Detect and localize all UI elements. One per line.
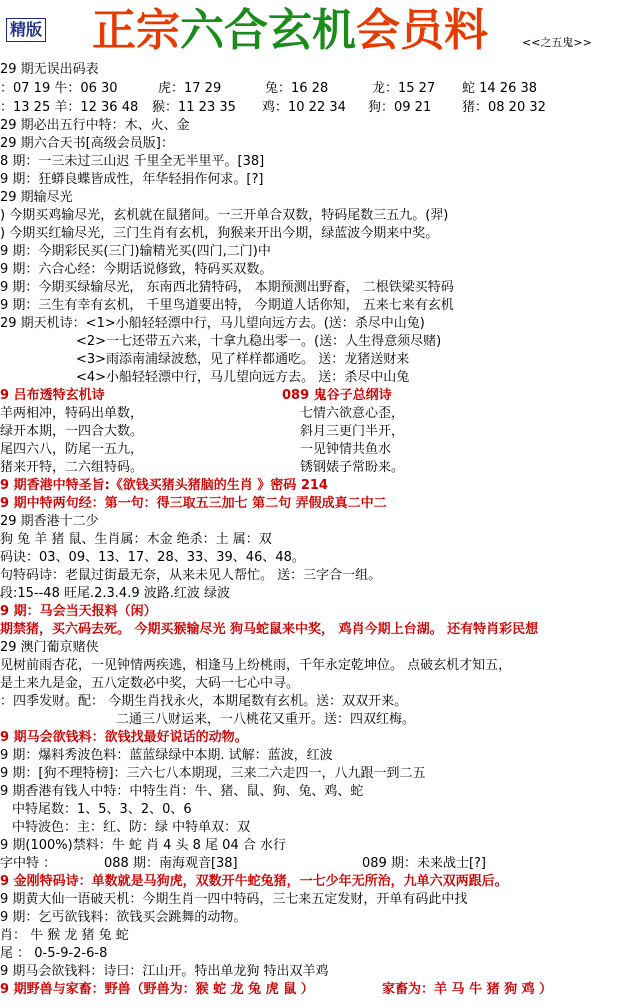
text-segment: 虎：17 29 (158, 81, 222, 96)
text-segment: 期禁猪，买六码去死。 今期买猴输尽光 狗马蛇鼠来中奖， 鸡肖今期上台湖。 还有特肖彩民想 (0, 622, 539, 637)
text-segment: ) 今期买红输尽光，三门生肖有玄机，狗猴来开出今期，绿蓝波今期来中奖。 (0, 226, 439, 241)
text-line (0, 262, 621, 278)
text-segment: 9 期野兽与家畜：野兽（野兽为：猴 蛇 龙 兔 虎 鼠 ） (0, 982, 314, 997)
text-segment: 9 期(100%)禁料：牛 蛇 肖 4 头 8 尾 04 合 水行 (0, 838, 286, 853)
text-segment: 斜月三更门半开， (300, 424, 405, 439)
text-line (0, 694, 621, 710)
text-segment: ：13 25 羊：12 36 48 (0, 100, 139, 115)
text-segment: ：07 19 牛：06 30 (0, 81, 118, 96)
text-segment: 龙：15 27 (372, 81, 436, 96)
text-line (0, 388, 621, 404)
text-segment: <3>雨添南浦绿波愁，见了样样都通吃。 送：龙猪送财来 (76, 352, 410, 367)
text-segment: 9 期：狂蟒良蝶皆成性，年华轻捐作何求。[?] (0, 172, 264, 187)
title-char: 合 (224, 5, 268, 56)
text-segment: 羊两相冲，特码出单数， (0, 406, 144, 421)
text-line (0, 946, 621, 962)
text-segment: 9 期：爆料秀波色料：蓝蓝绿绿中本期. 试解：蓝波，红波 (0, 748, 333, 763)
text-segment: 猪来开特，二六组特码。 (0, 460, 144, 475)
text-line (0, 316, 621, 332)
text-segment: 9 期黄大仙一语破天机：今期生肖一四中特码，三七来五定发财，开单有码此中找 (0, 892, 468, 907)
text-segment: 二通三八财运来，一八桃花又重开。送：四双红梅。 (116, 712, 416, 727)
text-segment: 尾四六八，防尾一五九， (0, 442, 144, 457)
text-segment: 9 期：马会当天报料（闲） (0, 604, 157, 619)
text-segment: 兔：16 28 (265, 81, 329, 96)
text-segment: 狗 兔 羊 猪 鼠、生肖属：木金 绝杀：土 属：双 (0, 532, 272, 547)
text-segment: 蛇 14 26 38 (462, 81, 538, 96)
text-line (0, 478, 621, 494)
text-segment: <4>小船轻轻漂中行，马儿望向远方去。 送：杀尽中山兔 (76, 370, 410, 385)
text-line (0, 676, 621, 692)
text-line (0, 81, 621, 97)
text-line (0, 802, 621, 818)
text-line (0, 208, 621, 224)
text-segment: 段:15--48 旺尾.2.3.4.9 波路.红波 绿波 (0, 586, 230, 601)
text-line (0, 604, 621, 620)
text-line (0, 622, 621, 638)
title-char: 玄 (268, 5, 312, 56)
text-line (0, 856, 621, 872)
text-line (0, 442, 621, 458)
text-line (0, 62, 621, 78)
text-segment: 9 期：今期彩民买(三门)输精光买(四门,二门)中 (0, 244, 271, 259)
text-line (0, 496, 621, 512)
text-line (0, 712, 621, 728)
title-char: 六 (180, 5, 224, 56)
text-segment: <2>一七还带五六来，十拿九稳出零一。(送：人生得意须尽赌) (76, 334, 442, 349)
text-line (0, 748, 621, 764)
text-segment: ) 今期买鸡输尽光，玄机就在鼠猪间。一三开单合双数，特码尾数三五九。(羿) (0, 208, 449, 223)
text-line (0, 874, 621, 890)
text-segment: 29 期无误出码表 (0, 62, 99, 77)
text-segment: 猴：11 23 35 (152, 100, 236, 115)
text-segment: 狗：09 21 (368, 100, 432, 115)
text-segment: 9 期：今期买绿输尽光， 东南西北猜特码， 本期预测出野畜， 二根铁梁买特码 (0, 280, 454, 295)
text-segment: 鸡：10 22 34 (262, 100, 346, 115)
text-line (0, 100, 621, 116)
text-line (0, 784, 621, 800)
text-segment: 089 鬼谷子总纲诗 (282, 388, 392, 403)
text-segment: 29 期输尽光 (0, 190, 73, 205)
title-char: 正 (92, 5, 136, 56)
text-line (0, 118, 621, 134)
text-line (0, 352, 621, 368)
text-line (0, 532, 621, 548)
text-segment: 29 澳门葡京赌侠 (0, 640, 99, 655)
text-line (0, 280, 621, 296)
title-char: 宗 (136, 5, 180, 56)
text-segment: 句特码诗：老鼠过街最无奈，从来未见人帮忙。 送：三字合一组。 (0, 568, 382, 583)
text-segment: 码诀：03、09、13、17、28、33、39、46、48。 (0, 550, 305, 565)
text-segment: 字中特 ： (0, 856, 57, 871)
text-segment: 8 期：一三未过三山迟 千里全无半里平。[38] (0, 154, 265, 169)
text-segment: 9 期：六合心经：今期话说修致，特码买双数。 (0, 262, 273, 277)
title-char: 会 (356, 5, 400, 56)
text-line (0, 244, 621, 260)
text-line (0, 640, 621, 656)
text-segment: 肖： 牛 猴 龙 猪 兔 蛇 (0, 928, 129, 943)
text-line (0, 820, 621, 836)
text-segment: 29 期六合天书[高级会员版]： (0, 136, 174, 151)
text-segment: 七情六欲意心歪， (300, 406, 405, 421)
text-line (0, 928, 621, 944)
text-line (0, 658, 621, 674)
text-segment: 是土来九是金，五八定数必中奖，大码一七心中寻。 (0, 676, 300, 691)
title-char: 料 (444, 5, 488, 56)
text-line (0, 568, 621, 584)
text-line (0, 154, 621, 170)
text-segment: 9 期香港中特圣旨:《欲钱买猪头猪脑的生肖 》密码 214 (0, 478, 328, 493)
text-line (0, 226, 621, 242)
text-segment: 9 期：[狗不理特榜]：三六七八本期现，三来二六走四一，八九跟一到二五 (0, 766, 426, 781)
text-line (0, 550, 621, 566)
text-segment: 29 期必出五行中特：木、火、金 (0, 118, 190, 133)
text-line (0, 730, 621, 746)
text-segment: 绿开本期，一四合大数。 (0, 424, 144, 439)
edition-badge: 精版 (6, 18, 46, 42)
text-segment: 猪：08 20 32 (462, 100, 546, 115)
text-segment: 089 期：未来战士[?] (362, 856, 486, 871)
text-segment: 9 期马会欲钱料：欲钱找最好说话的动物。 (0, 730, 248, 745)
text-line (0, 190, 621, 206)
text-segment: 中特尾数：1、5、3、2、0、6 (12, 802, 192, 817)
text-line (0, 460, 621, 476)
text-segment: 见树前雨杏花，一见钟情两疾逃，相逢马上纷桃雨，千年永定乾坤位。 点破玄机才知五， (0, 658, 512, 673)
text-segment: 29 期香港十二少 (0, 514, 99, 529)
text-segment: 家畜为：羊 马 牛 猪 狗 鸡 ） (382, 982, 553, 997)
text-segment: 9 期：三生有幸有玄机， 千里鸟道要出特， 今期道人话你知， 五来七来有玄机 (0, 298, 454, 313)
text-line (0, 514, 621, 530)
text-line (0, 424, 621, 440)
text-line (0, 982, 621, 998)
text-line (0, 838, 621, 854)
page-subtitle: <<之五鬼>> (522, 36, 592, 49)
text-segment: 9 金刚特码诗：单数就是马狗虎，双数开牛蛇兔猪，一七少年无所治，九单六双两跟后。 (0, 874, 508, 889)
text-line (0, 766, 621, 782)
text-line (0, 406, 621, 422)
text-segment: 一见钟情共鱼水 (300, 442, 392, 457)
text-segment: 9 期：乞丐欲钱料：欲钱买会跳舞的动物。 (0, 910, 247, 925)
text-line (0, 370, 621, 386)
text-segment: 9 期马会欲钱料：诗曰：江山开。特出单龙狗 特出双羊鸡 (0, 964, 329, 979)
text-segment: 29 期天机诗：<1>小船轻轻漂中行，马儿望向远方去。(送：杀尽中山兔) (0, 316, 425, 331)
text-segment: 尾 ： 0-5-9-2-6-8 (0, 946, 108, 961)
text-segment: 088 期：南海观音[38] (104, 856, 238, 871)
text-segment: 锈钢婊子常盼来。 (300, 460, 405, 475)
page-title (92, 4, 488, 58)
text-line (0, 586, 621, 602)
text-segment: ：四季发财。配： 今期生肖找永火，本期尾数有玄机。送：双双开来。 (0, 694, 408, 709)
text-segment: 9 期香港有钱人中特：中特生肖：牛、猪、鼠、狗、兔、鸡、蛇 (0, 784, 364, 799)
title-char: 员 (400, 5, 444, 56)
text-line (0, 910, 621, 926)
title-char: 机 (312, 5, 356, 56)
text-line (0, 172, 621, 188)
text-segment: 9 期中特两句经：第一句：得三取五三加七 第二句 弄假成真二中二 (0, 496, 387, 511)
text-line (0, 334, 621, 350)
text-segment: 中特波色：主：红、防：绿 中特单双：双 (12, 820, 251, 835)
header (0, 0, 621, 60)
text-line (0, 892, 621, 908)
text-segment: 9 吕布透特玄机诗 (0, 388, 105, 403)
text-line (0, 964, 621, 980)
text-line (0, 298, 621, 314)
text-line (0, 136, 621, 152)
